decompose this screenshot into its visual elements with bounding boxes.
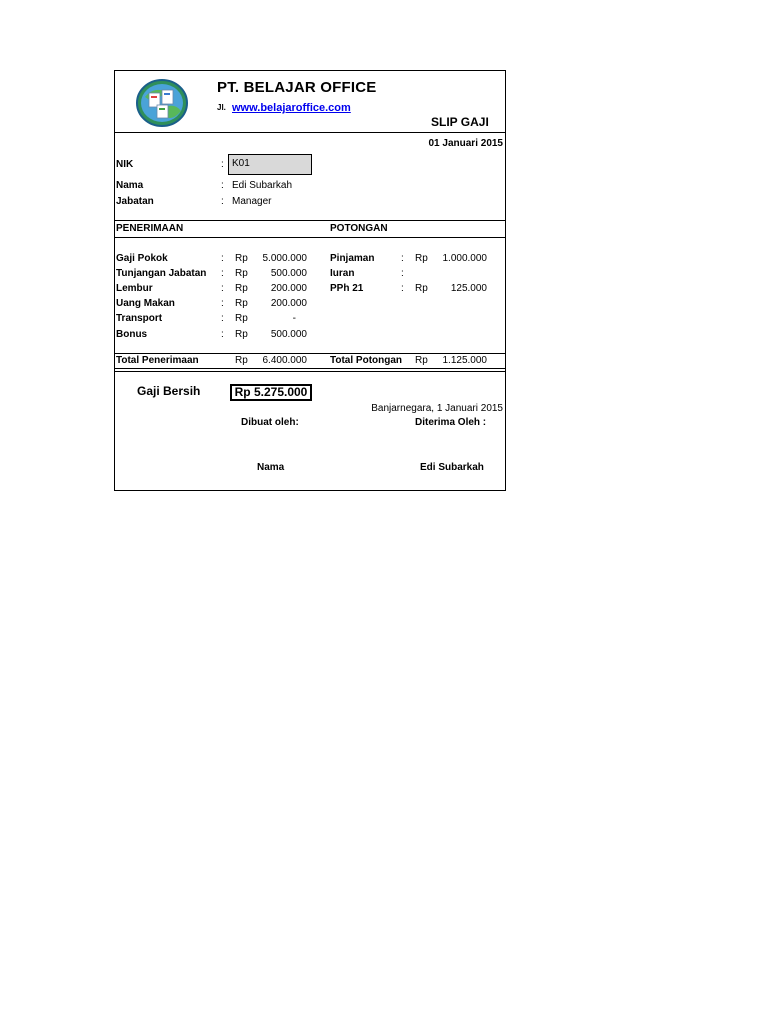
made-by-label: Dibuat oleh:	[241, 417, 299, 428]
globe-documents-icon	[135, 79, 189, 127]
currency: Rp	[235, 329, 248, 340]
place-date: Banjarnegara, 1 Januari 2015	[371, 403, 503, 414]
colon: :	[221, 283, 224, 294]
colon: :	[401, 253, 404, 264]
income-label: Uang Makan	[116, 298, 175, 309]
income-amount: 500.000	[270, 268, 307, 279]
currency: Rp	[235, 253, 248, 264]
income-amount: 200.000	[270, 283, 307, 294]
currency: Rp	[235, 298, 248, 309]
divider	[115, 132, 505, 133]
nik-field[interactable]: K01	[228, 154, 312, 175]
deduction-label: Pinjaman	[330, 253, 375, 264]
name-value: Edi Subarkah	[232, 180, 293, 191]
colon: :	[221, 313, 224, 324]
deduction-label: Iuran	[330, 268, 355, 279]
deduction-label: PPh 21	[330, 283, 364, 294]
income-label: Transport	[116, 313, 163, 324]
name-label: Nama	[116, 180, 144, 191]
total-deduction-amount: 1.125.000	[442, 355, 487, 366]
position-value: Manager	[232, 196, 272, 207]
colon: :	[401, 283, 404, 294]
colon: :	[221, 298, 224, 309]
currency: Rp	[235, 313, 248, 324]
income-amount: 200.000	[270, 298, 307, 309]
colon: :	[221, 180, 224, 191]
website-link[interactable]: www.belajaroffice.com	[232, 102, 351, 114]
received-by-name: Edi Subarkah	[420, 462, 484, 473]
total-deduction-label: Total Potongan	[330, 355, 403, 366]
currency: Rp	[235, 283, 248, 294]
income-amount: 5.000.000	[262, 253, 307, 264]
currency: Rp	[415, 283, 428, 294]
income-heading: PENERIMAAN	[116, 223, 184, 234]
doc-title: SLIP GAJI	[431, 115, 489, 129]
colon: :	[221, 268, 224, 279]
divider	[115, 237, 505, 238]
colon: :	[401, 268, 404, 279]
divider	[115, 220, 505, 221]
address-prefix: Jl.	[217, 103, 226, 112]
colon: :	[221, 329, 224, 340]
divider	[115, 353, 505, 354]
currency: Rp	[235, 355, 248, 366]
colon: :	[221, 253, 224, 264]
colon: :	[221, 159, 224, 170]
deduction-amount: 125.000	[450, 283, 487, 294]
income-amount: -	[292, 313, 296, 324]
currency: Rp	[415, 355, 428, 366]
total-income-label: Total Penerimaan	[116, 355, 199, 366]
received-by-label: Diterima Oleh :	[415, 417, 487, 428]
nik-label: NIK	[116, 159, 134, 170]
divider	[115, 368, 505, 369]
total-income-amount: 6.400.000	[262, 355, 307, 366]
net-salary-label: Gaji Bersih	[137, 384, 201, 398]
income-label: Tunjangan Jabatan	[116, 268, 207, 279]
income-label: Gaji Pokok	[116, 253, 168, 264]
income-label: Lembur	[116, 283, 153, 294]
slip-date: 01 Januari 2015	[428, 138, 503, 149]
colon: :	[221, 196, 224, 207]
salary-slip	[114, 70, 506, 491]
divider	[115, 371, 505, 372]
company-name: PT. BELAJAR OFFICE	[217, 79, 377, 96]
currency: Rp	[415, 253, 428, 264]
made-by-name: Nama	[257, 462, 285, 473]
income-label: Bonus	[116, 329, 148, 340]
deduction-heading: POTONGAN	[330, 223, 388, 234]
deduction-amount: 1.000.000	[442, 253, 487, 264]
net-salary-value: Rp 5.275.000	[230, 384, 312, 401]
position-label: Jabatan	[116, 196, 154, 207]
income-amount: 500.000	[270, 329, 307, 340]
currency: Rp	[235, 268, 248, 279]
